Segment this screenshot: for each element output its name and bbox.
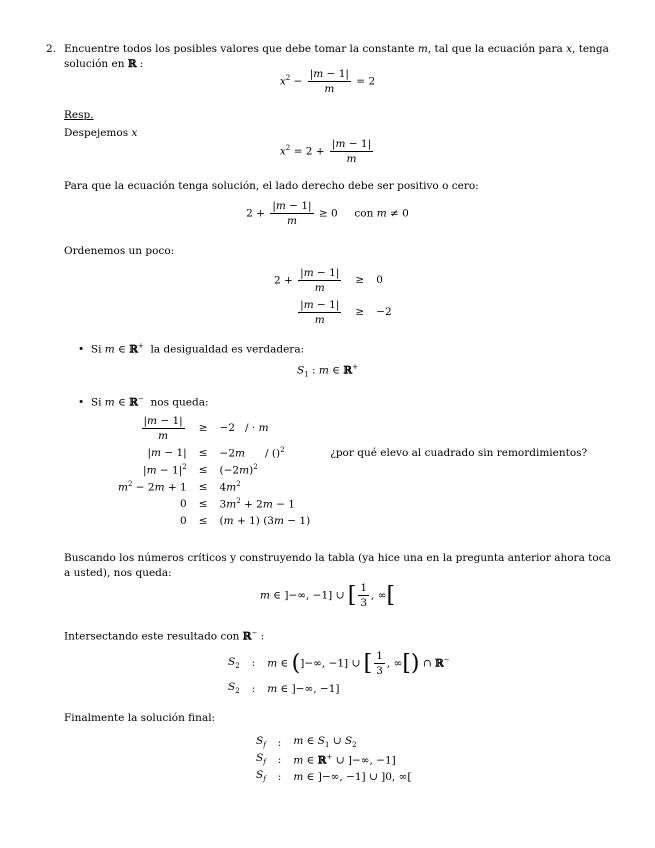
problem-statement: Encuentre todos los posibles valores que debe tomar la constante m, tal que la ecuación para x, tenga	[64, 43, 609, 55]
intersectando-text: Intersectando este resultado con ℝ− :	[64, 629, 265, 643]
problem-statement-line2: solución en ℝ :	[64, 58, 144, 70]
ordered-inequalities: 2 + $\frac{|m - 1|}{m}$ ≥ 0 $\frac{|m - 1|}{m}$ ≥ −2	[274, 266, 392, 326]
final-solution: $S_f$ : m ∈ $S_1$ ∪ $S_2$ $S_f$ : m ∈ ℝ+ ∪ ]−∞, −1] $S_f$ : m ∈ ]−∞, −1] ∪ ]0, ∞[	[256, 735, 412, 784]
interval-result: m ∈ ]−∞, −1] ∪ [ $\frac{1}{3}$ , ∞[	[259, 582, 396, 609]
problem-number: 2.	[46, 43, 57, 55]
bullet-positive: • Si m ∈ ℝ+ la desigualdad es verdadera:	[78, 342, 305, 356]
solution-s1: $S_1$ : m ∈ ℝ+	[297, 363, 358, 379]
elevo-note: ¿por qué elevo al cuadrado sin remordimientos?	[330, 446, 588, 459]
bullet-negative: • Si m ∈ ℝ− nos queda:	[78, 395, 209, 409]
finalmente-text: Finalmente la solución final:	[64, 712, 216, 724]
para-que-text: Para que la ecuación tenga solución, el lado derecho debe ser positivo o cero:	[64, 180, 479, 192]
despejemos-text: Despejemos x	[64, 127, 138, 139]
ordenemos-text: Ordenemos un poco:	[64, 245, 175, 257]
buscando-text: Buscando los números críticos y construyendo la tabla (ya hice una en la pregunta anterior ahora toca a usted), nos queda:	[64, 552, 611, 579]
equation-despeje: $x^2 = 2$ + $\frac{|m - 1|}{m}$	[279, 138, 372, 165]
negative-case-steps: $\frac{|m - 1|}{m}$ ≥ −2 / · m |m − 1| ≤ −2m / ()$^2$ ¿por qué elevo al cuadrado sin remordimientos? $|m - 1|^2$ ≤ $(-2m)^2$ $m^2 - 2m + 1$ ≤ $4m^2$ 0 ≤ $3m^2 + 2m - 1$ 0 ≤ (m + 1) (3m − 1)	[112, 412, 593, 529]
equation-condition: 2 + $\frac{|m - 1|}{m}$ ≥ 0 con m ≠ 0	[246, 200, 409, 227]
resp-label: Resp.	[64, 109, 94, 121]
equation-main: $x^2$ − $\frac{|m - 1|}{m}$ = 2	[279, 68, 376, 95]
solution-s2: $S_2$ : m ∈ (]−∞, −1] ∪ [ $\frac{1}{3}$ , ∞[) ∩ ℝ− $S_2$ : m ∈ ]−∞, −1]	[228, 649, 450, 696]
